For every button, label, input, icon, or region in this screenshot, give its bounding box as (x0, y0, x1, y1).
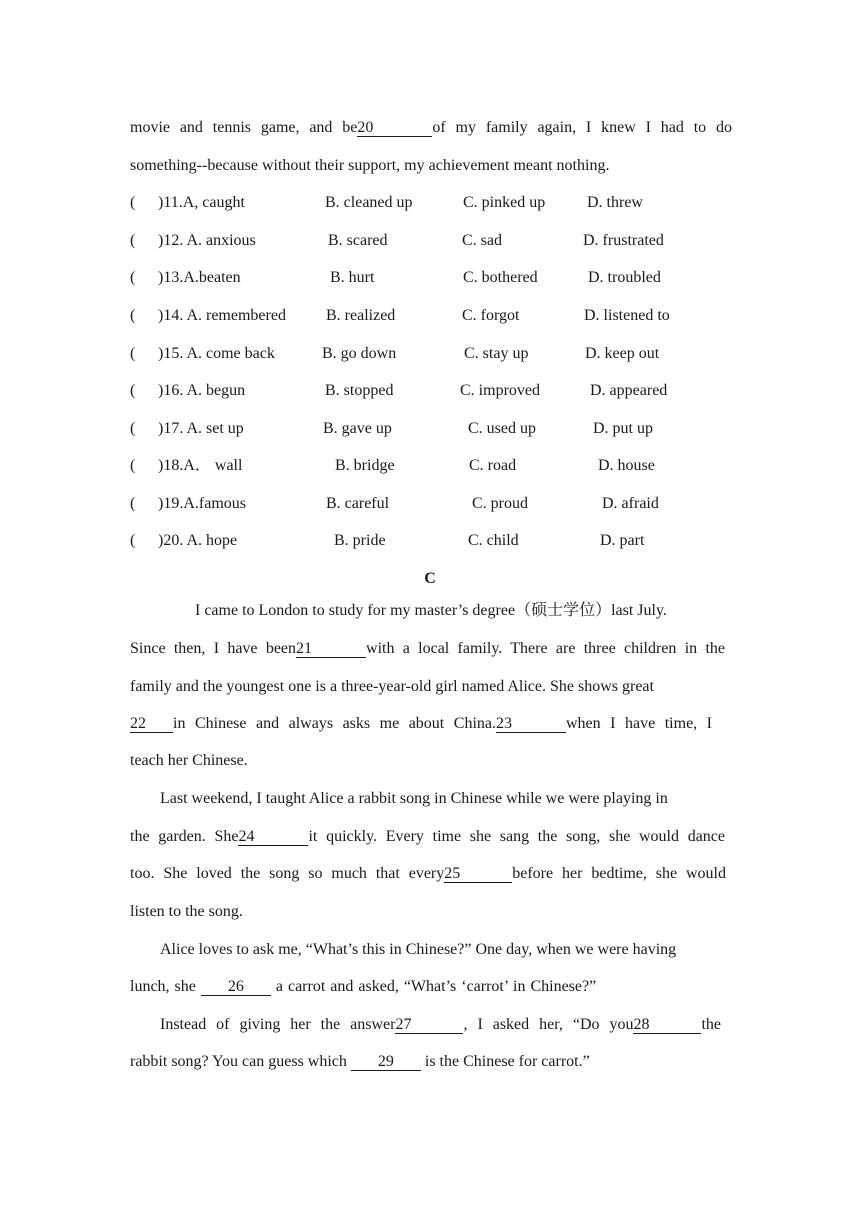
passage-text: family and the youngest one is a three-year-old girl named Alice. She shows great (130, 678, 654, 695)
passage-text: the garden. She (130, 828, 239, 845)
passage-line (130, 864, 726, 884)
option-d: D. frustrated (583, 232, 664, 249)
question-row (130, 531, 750, 551)
question-row (130, 268, 750, 288)
option-d: D. troubled (588, 269, 661, 286)
question-stem: )11.A, caught (158, 194, 245, 211)
option-b: B. gave up (323, 420, 392, 437)
option-c: C. child (468, 532, 519, 549)
question-row (130, 456, 750, 476)
passage-line (130, 751, 732, 771)
passage-line (160, 789, 720, 809)
answer-blank: 24 (238, 828, 308, 846)
question-stem: )20. A. hope (158, 532, 238, 549)
answer-blank: 22 (130, 715, 173, 733)
passage-text: the (701, 1016, 721, 1033)
answer-paren: ( (130, 495, 136, 512)
answer-paren: ( (130, 307, 136, 324)
question-row (130, 231, 750, 251)
option-c: C. sad (462, 232, 502, 249)
option-d: D. part (600, 532, 645, 549)
passage-line (130, 977, 630, 997)
option-d: D. house (598, 457, 655, 474)
passage-text: I came to London to study for my master’s degree（硕士学位）last July. (195, 602, 667, 619)
passage-text: Last weekend, I taught Alice a rabbit song in Chinese while we were playing in (160, 790, 668, 807)
passage-text: movie and tennis game, and be (130, 119, 358, 136)
answer-blank: 20 (357, 119, 432, 137)
passage-line (130, 677, 732, 697)
question-stem: )19.A.famous (158, 495, 246, 512)
passage-text: a carrot and asked, “What’s ‘carrot’ in Chinese?” (275, 978, 597, 995)
answer-paren: ( (130, 194, 136, 211)
passage-text: Instead of giving her the answer (160, 1016, 396, 1033)
question-stem: )18.A． wall (158, 457, 243, 474)
question-row (130, 419, 750, 439)
passage-line (130, 827, 725, 847)
passage-text: , I asked her, “Do you (463, 1016, 634, 1033)
option-b: B. scared (328, 232, 388, 249)
passage-text: when I have time, I (566, 715, 713, 732)
passage-text: something--because without their support, my achievement meant nothing. (130, 157, 610, 174)
passage-line (130, 714, 712, 734)
passage-line (160, 940, 720, 960)
passage-text: with a local family. There are three children in the (366, 640, 725, 657)
answer-paren: ( (130, 532, 136, 549)
answer-paren: ( (130, 457, 136, 474)
option-c: C. stay up (464, 345, 529, 362)
question-row (130, 494, 750, 514)
question-stem: )14. A. remembered (158, 307, 286, 324)
question-stem: )16. A. begun (158, 382, 246, 399)
option-c: C. improved (460, 382, 540, 399)
option-c: C. forgot (462, 307, 520, 324)
passage-line (130, 639, 725, 659)
question-row (130, 381, 750, 401)
question-row (130, 193, 750, 213)
passage-text: teach her Chinese. (130, 752, 248, 769)
option-d: D. keep out (585, 345, 660, 362)
passage-text: is the Chinese for carrot.” (424, 1053, 590, 1070)
passage-line (130, 156, 732, 176)
question-stem: )17. A. set up (158, 420, 244, 437)
option-b: B. stopped (325, 382, 394, 399)
option-b: B. realized (326, 307, 396, 324)
answer-paren: ( (130, 345, 136, 362)
option-d: D. threw (587, 194, 643, 211)
question-stem: )12. A. anxious (158, 232, 256, 249)
passage-text: of my family again, I knew I had to do (432, 119, 732, 136)
passage-line (130, 902, 732, 922)
passage-text: too. She loved the song so much that every (130, 865, 445, 882)
option-d: D. put up (593, 420, 653, 437)
section-title: C (424, 570, 436, 587)
option-c: C. pinked up (463, 194, 546, 211)
question-row (130, 306, 750, 326)
option-d: D. appeared (590, 382, 668, 399)
passage-text: Since then, I have been (130, 640, 297, 657)
option-b: B. go down (322, 345, 397, 362)
answer-paren: ( (130, 232, 136, 249)
passage-line (160, 1015, 721, 1035)
option-c: C. used up (468, 420, 536, 437)
option-c: C. bothered (463, 269, 538, 286)
option-c: C. road (469, 457, 517, 474)
answer-blank: 27 (395, 1016, 463, 1034)
passage-text: lunch, she (130, 978, 196, 995)
option-b: B. cleaned up (325, 194, 413, 211)
question-stem: )13.A.beaten (158, 269, 241, 286)
option-d: D. afraid (602, 495, 659, 512)
passage-text: rabbit song? You can guess which (130, 1053, 347, 1070)
option-c: C. proud (472, 495, 528, 512)
option-b: B. pride (334, 532, 386, 549)
answer-paren: ( (130, 382, 136, 399)
passage-text: before her bedtime, she would (512, 865, 726, 882)
passage-text: listen to the song. (130, 903, 243, 920)
answer-blank: 25 (444, 865, 512, 883)
answer-blank: 23 (496, 715, 566, 733)
answer-blank: 21 (296, 640, 366, 658)
option-b: B. hurt (330, 269, 375, 286)
answer-blank: 29 (351, 1053, 421, 1071)
answer-paren: ( (130, 269, 136, 286)
passage-text: in Chinese and always asks me about China. (173, 715, 496, 732)
answer-blank: 28 (633, 1016, 701, 1034)
option-d: D. listened to (584, 307, 670, 324)
answer-blank: 26 (201, 978, 271, 996)
passage-text: Alice loves to ask me, “What’s this in Chinese?” One day, when we were having (160, 941, 677, 958)
passage-line (195, 601, 735, 621)
question-row (130, 344, 750, 364)
passage-line (130, 1052, 650, 1072)
option-b: B. careful (326, 495, 390, 512)
answer-paren: ( (130, 420, 136, 437)
option-b: B. bridge (335, 457, 395, 474)
passage-text: it quickly. Every time she sang the song, she would dance (308, 828, 726, 845)
passage-line (130, 118, 732, 138)
question-stem: )15. A. come back (158, 345, 275, 362)
